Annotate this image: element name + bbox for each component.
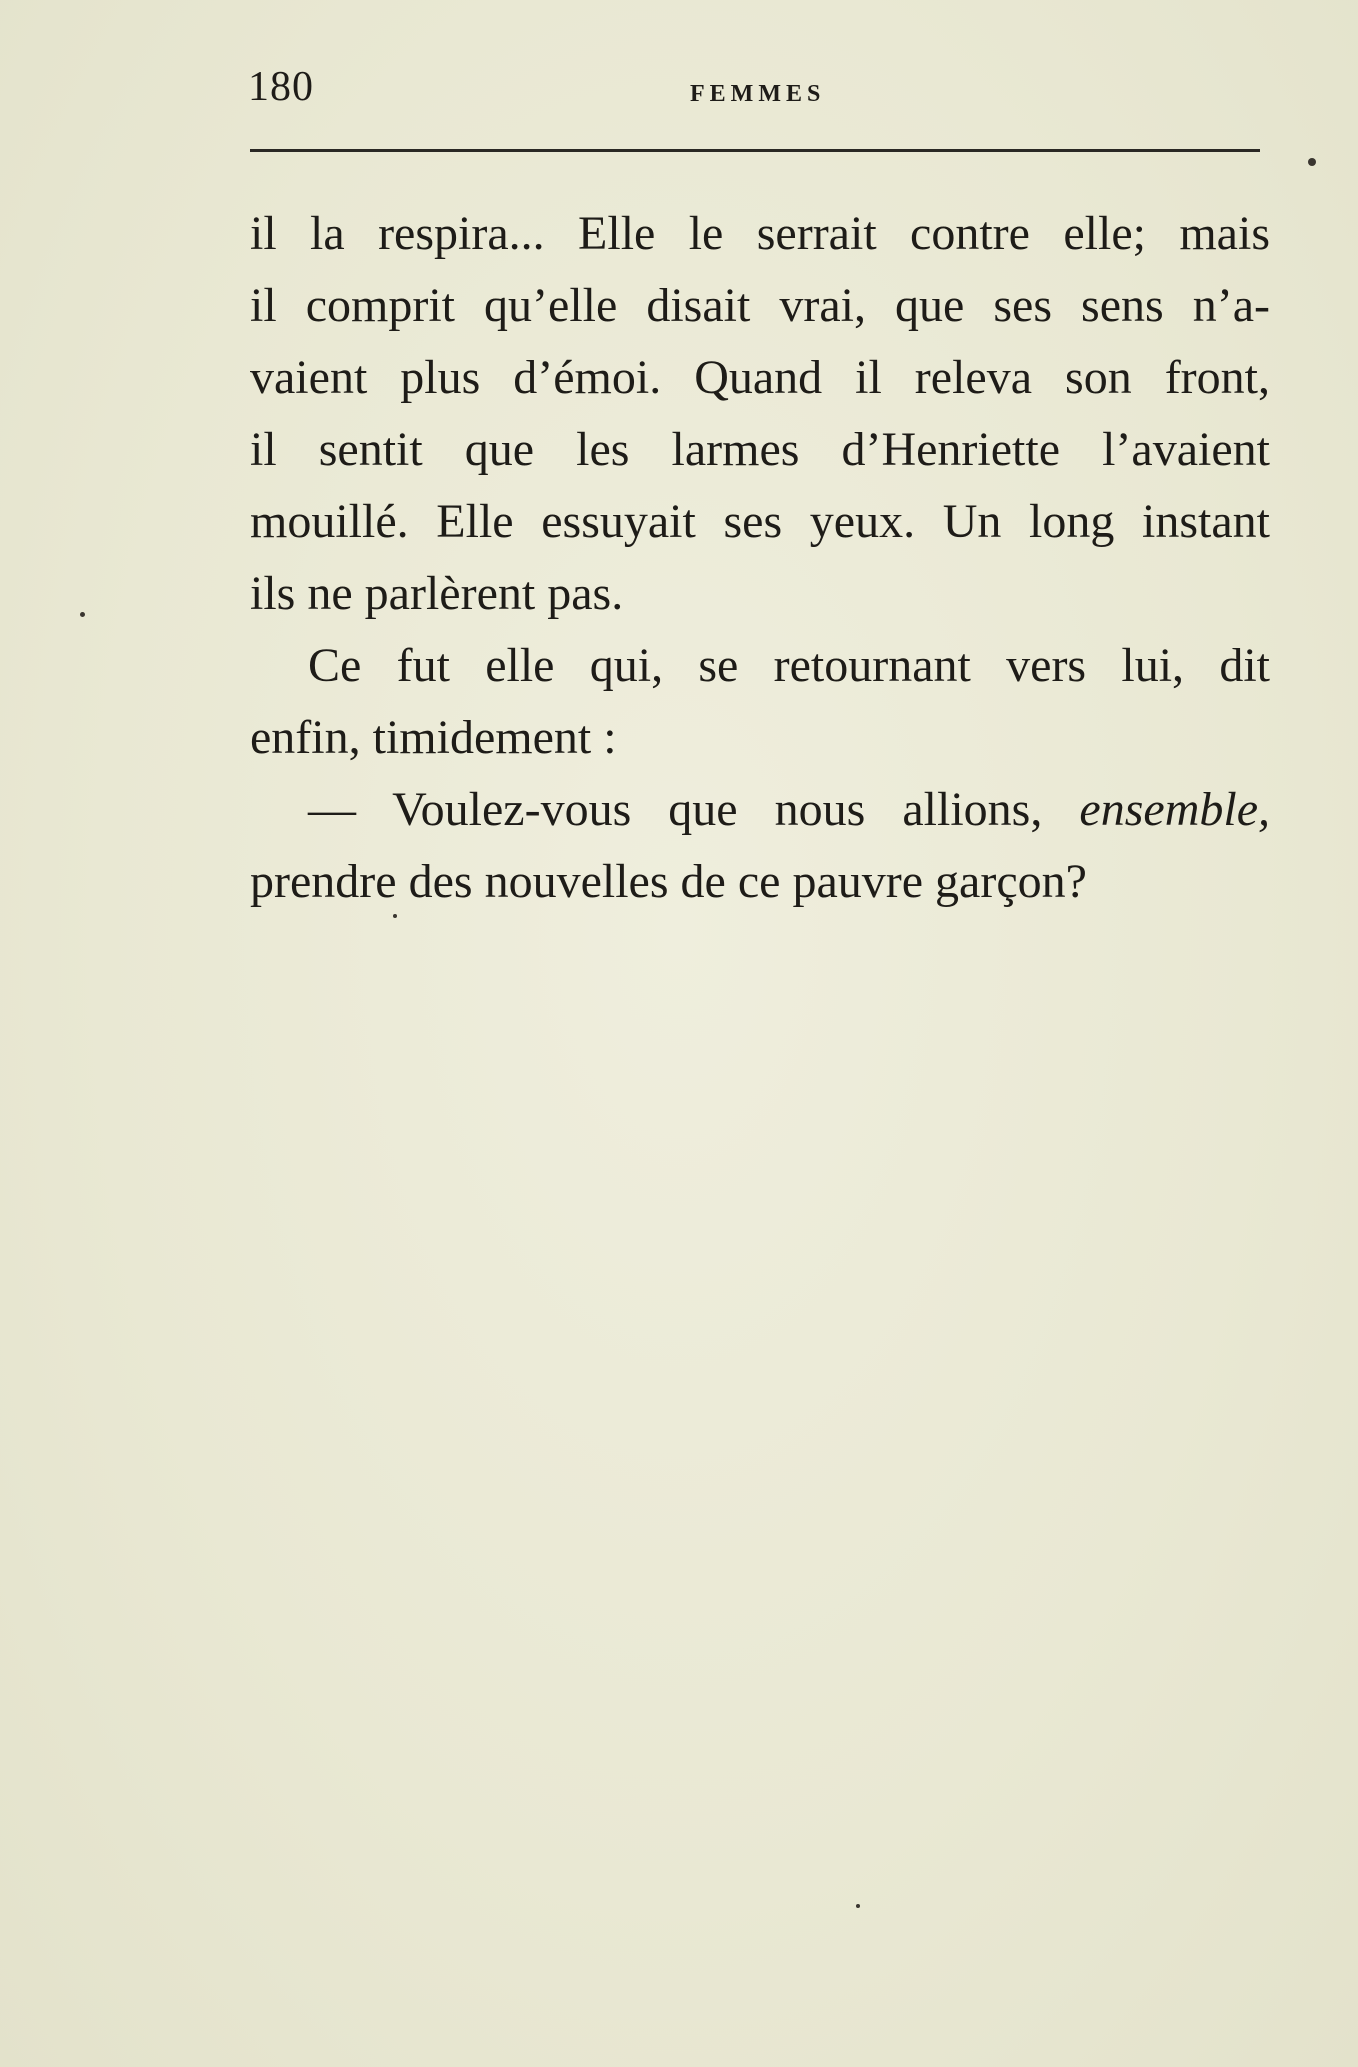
text-line: enfin, timidement : (250, 711, 617, 764)
italic-word: ensemble, (1079, 783, 1270, 836)
text-line: prendre des nouvelles de ce pauvre garçon? (250, 855, 1087, 908)
print-speck (1308, 158, 1316, 166)
text-line: il sentit que les larmes d’Henriette l’avaient (250, 423, 1270, 476)
print-speck (856, 1904, 860, 1908)
text-line: vaient plus d’émoi. Quand il releva son front, (250, 351, 1270, 404)
header-rule (250, 149, 1260, 152)
text-line: il comprit qu’elle disait vrai, que ses sens n’a- (250, 279, 1270, 332)
text-line: ils ne parlèrent pas. (250, 567, 624, 620)
body-text (250, 198, 1270, 918)
print-speck (80, 612, 85, 617)
dialogue-text: — Voulez-vous que nous allions, (308, 783, 1080, 836)
text-line (250, 774, 1270, 846)
page-number: 180 (248, 64, 314, 110)
text-line: mouillé. Elle essuyait ses yeux. Un long instant (250, 495, 1270, 548)
text-line: Ce fut elle qui, se retournant vers lui, dit (308, 639, 1270, 692)
running-head: FEMMES (690, 81, 826, 107)
text-line: il la respira... Elle le serrait contre elle; mais (250, 207, 1270, 260)
